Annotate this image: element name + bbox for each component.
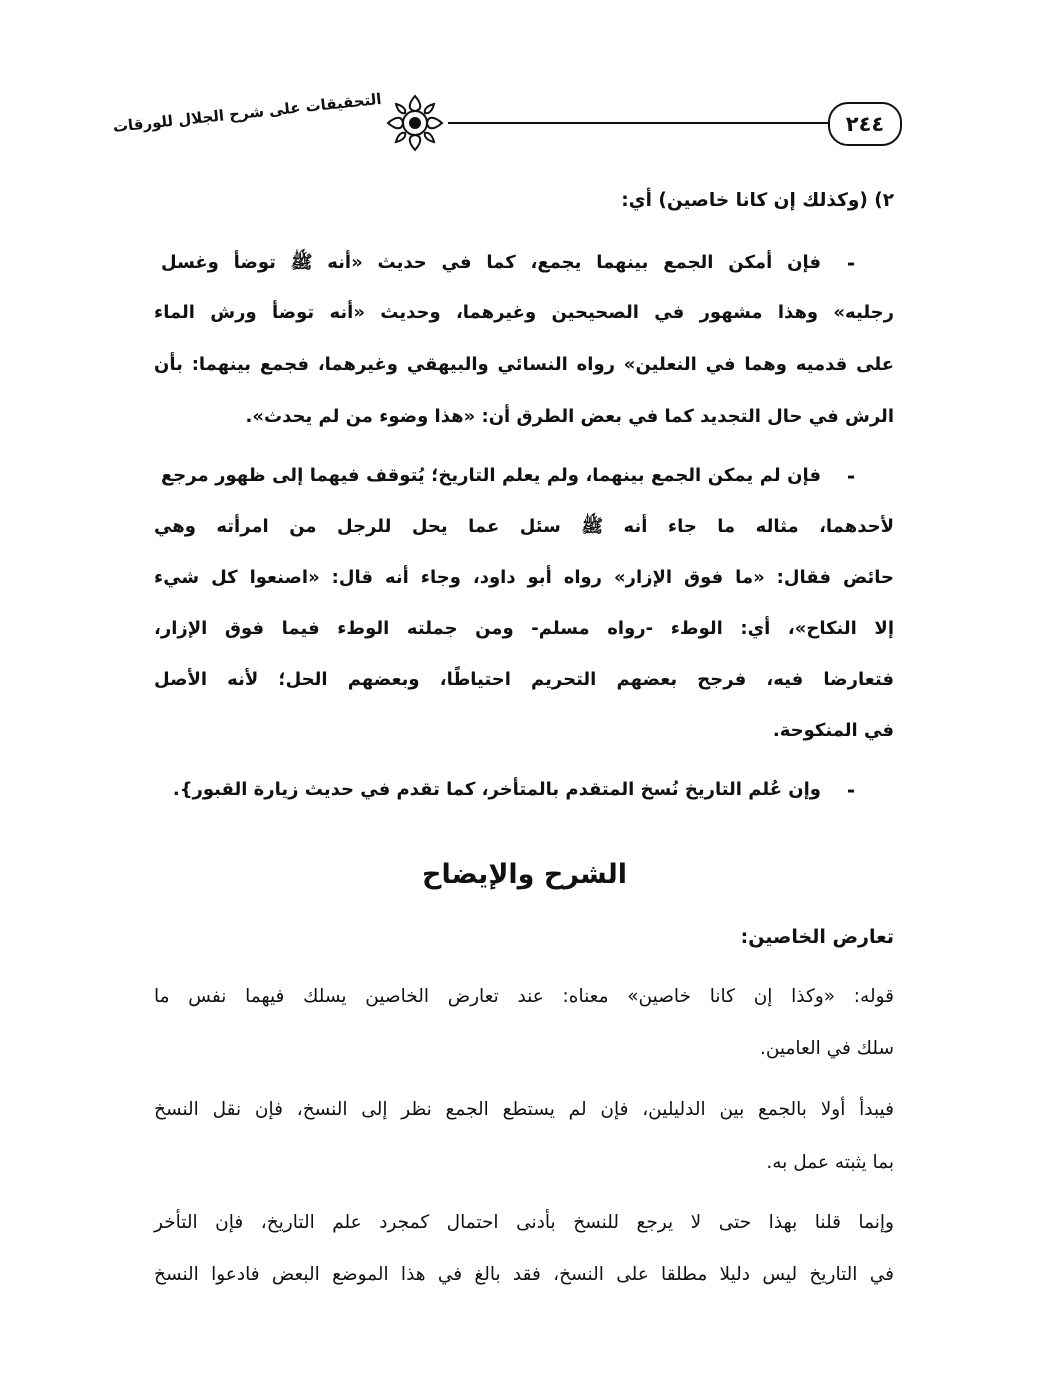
list-dash: - (846, 251, 856, 275)
running-header-title: التحقيقات على شرح الجلال للورقات (112, 89, 383, 136)
ornament-icon (382, 90, 448, 156)
paragraph-line: وإنما قلنا بهذا حتى لا يرجع للنسخ بأدنى احتمال كمجرد علم التاريخ، فإن التأخر (154, 1212, 894, 1233)
list-item-line: فتعارضا فيه، فرجح بعضهم التحريم احتياطًا، وبعضهم الحل؛ لأنه الأصل (154, 669, 894, 690)
section-title: الشرح والإيضاح (421, 859, 627, 890)
list-item-line: فإن أمكن الجمع بينهما يجمع، كما في حديث «أنه ﷺ توضأ وغسل (161, 252, 821, 273)
list-item-line: فإن لم يمكن الجمع بينهما، ولم يعلم التاريخ؛ يُتوقف فيهما إلى ظهور مرجع (161, 465, 821, 486)
list-item-line: لأحدهما، مثاله ما جاء أنه ﷺ سئل عما يحل للرجل من امرأته وهي (154, 516, 894, 537)
page-number: ٢٤٤ (828, 102, 902, 146)
list-dash: - (846, 464, 856, 488)
list-item-line: على قدميه وهما في النعلين» رواه النسائي والبيهقي وغيرهما، فجمع بينهما: بأن (154, 354, 894, 375)
paragraph-line: في التاريخ ليس دليلا مطلقا على النسخ، فقد بالغ في هذا الموضع البعض فادعوا النسخ (154, 1264, 894, 1285)
list-item-line: رجليه» وهذا مشهور في الصحيحين وغيرهما، وحديث «أنه توضأ ورش الماء (154, 302, 894, 323)
list-item-line: في المنكوحة. (772, 720, 894, 741)
header-rule (448, 122, 828, 124)
numbered-heading: ٢) (وكذلك إن كانا خاصين) أي: (621, 190, 894, 211)
paragraph-line: فيبدأ أولا بالجمع بين الدليلين، فإن لم يستطع الجمع نظر إلى النسخ، فإن نقل النسخ (154, 1099, 894, 1120)
paragraph-line: قوله: «وكذا إن كانا خاصين» معناه: عند تعارض الخاصين يسلك فيهما نفس ما (154, 986, 894, 1007)
list-item-line: حائض فقال: «ما فوق الإزار» رواه أبو داود، وجاء أنه قال: «اصنعوا كل شيء (154, 567, 894, 588)
paragraph-line: بما يثبته عمل به. (766, 1152, 894, 1173)
paragraph-line: سلك في العامين. (759, 1038, 894, 1059)
list-item-line: وإن عُلم التاريخ نُسخ المتقدم بالمتأخر، كما تقدم في حديث زيارة القبور}. (172, 779, 821, 800)
list-dash: - (846, 778, 856, 802)
list-item-line: إلا النكاح»، أي: الوطء -رواه مسلم- ومن جملته الوطء فيما فوق الإزار، (154, 618, 894, 639)
subheading: تعارض الخاصين: (740, 926, 894, 948)
list-item-line: الرش في حال التجديد كما في بعض الطرق أن: «هذا وضوء من لم يحدث». (245, 406, 894, 427)
